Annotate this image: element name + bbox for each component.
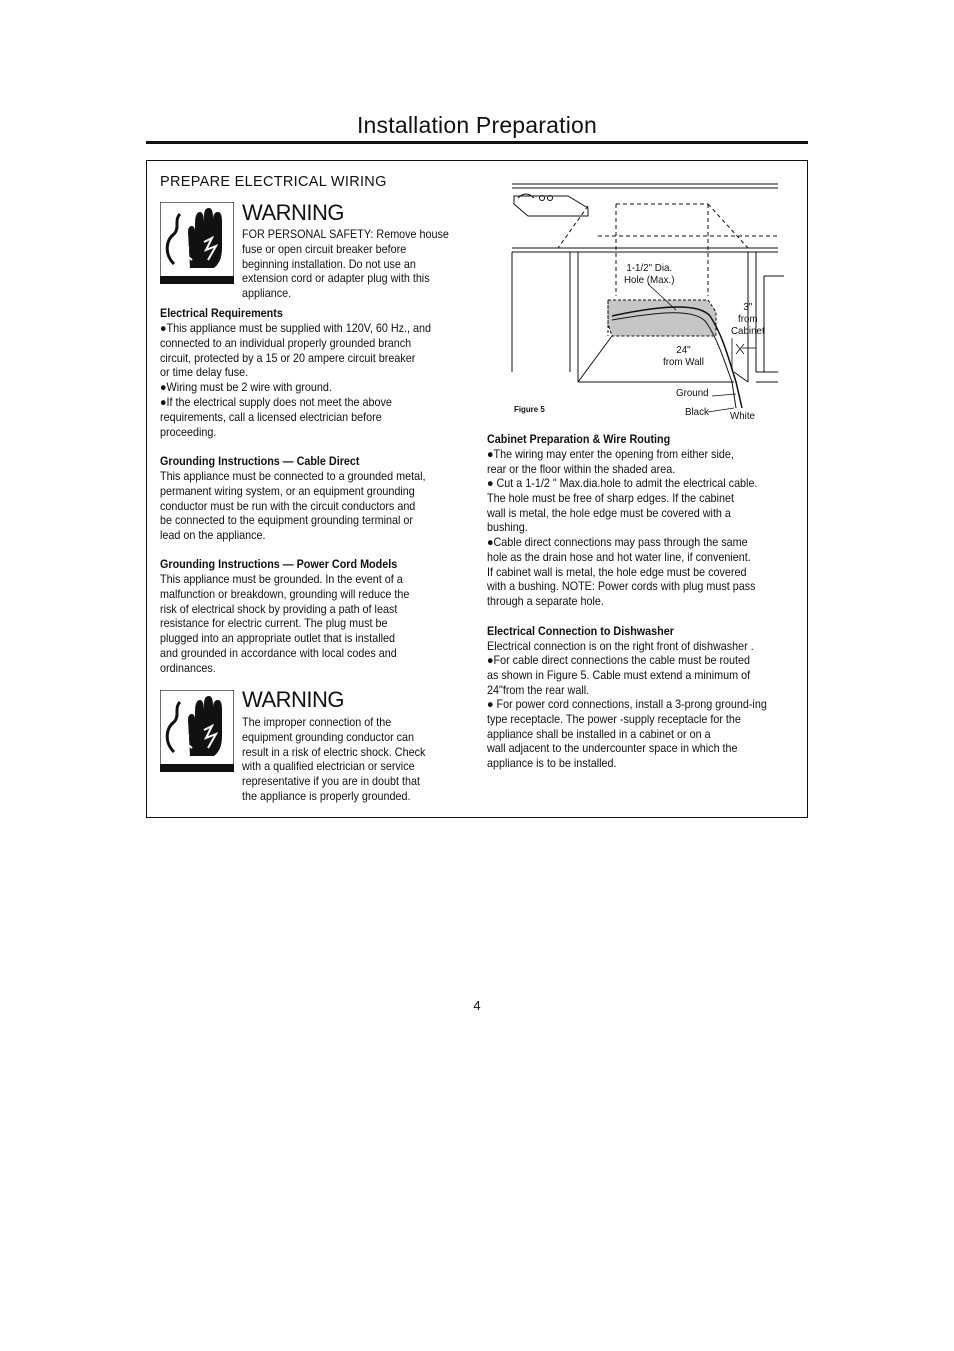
cabinet-prep-item: ●Cable direct connections may pass through the same hole as the drain hose and hot water line, if convenient. If cabinet wall is metal, the hole edge must be covered with a bushing. NOTE: Power cords with plug must pass through a separate hole. [487,536,756,609]
electric-shock-hand-icon [160,690,234,772]
page-title: Installation Preparation [356,112,598,138]
electrical-requirement-item: ●Wiring must be 2 wire with ground. [160,381,332,394]
electrical-connection-intro: Electrical connection is on the right front of dishwasher . [487,640,754,653]
title-rule [146,141,808,144]
wall-distance-label: 24" from Wall [663,344,704,368]
warning-text: The improper connection of the equipment grounding conductor can result in a risk of electric shock. Check with a qualified electrician or service representative if you are in doubt that the appliance is properly grounded. [242,716,426,803]
warning-text: FOR PERSONAL SAFETY: Remove house fuse or open circuit breaker before beginning installation. Do not use an extension cord or adapter plug with this appliance. [242,228,449,301]
section-title: PREPARE ELECTRICAL WIRING [160,174,387,190]
electrical-connection-item: ●For cable direct connections the cable must be routed as shown in Figure 5. Cable must extend a minimum of 24"from the rear wall. [487,654,751,697]
cabinet-prep-item: ●The wiring may enter the opening from either side, rear or the floor within the shaded area. [487,448,734,476]
electrical-requirements-heading: Electrical Requirements [160,307,283,320]
page-number: 4 [473,998,481,1013]
warning-heading: WARNING [242,200,345,225]
ground-wire-label: Ground [676,387,709,399]
figure-caption: Figure 5 [514,404,545,414]
white-wire-label: White [730,410,755,422]
grounding-cord-text: This appliance must be grounded. In the event of a malfunction or breakdown, grounding will reduce the risk of electrical shock by providing a path of least resistance for electric current. The plug must be plugged into an appropriate outlet that is installed and grounded in accordance with local codes and ordinances. [160,573,410,675]
hole-label: 1-1/2" Dia. Hole (Max.) [624,262,675,286]
electrical-requirement-item: ●If the electrical supply does not meet the above requirements, call a licensed electrician before proceeding. [160,396,392,439]
electrical-connection-item: ● For power cord connections, install a 3-prong ground-ing type receptacle. The power -supply receptacle for the appliance shall be installed in a cabinet or on a wall adjacent to the undercounter space in which the appliance is to be installed. [487,698,767,771]
electric-shock-hand-icon [160,202,234,284]
electrical-requirement-item: ●This appliance must be supplied with 120V, 60 Hz., and connected to an individual properly grounded branch circuit, protected by a 15 or 20 ampere circuit breaker or time delay fuse. [160,322,432,380]
cabinet-prep-item: ● Cut a 1-1/2 " Max.dia.hole to admit the electrical cable. The hole must be free of sharp edges. If the cabinet wall is metal, the hole edge must be covered with a bushing. [487,477,758,535]
cabinet-distance-label: 3" from Cabinet [731,301,765,337]
grounding-cable-heading: Grounding Instructions — Cable Direct [160,455,360,468]
electrical-connection-heading: Electrical Connection to Dishwasher [487,625,674,638]
grounding-cable-text: This appliance must be connected to a grounded metal, permanent wiring system, or an equipment grounding conductor must be run with the circuit conductors and be connected to the equipment grounding terminal or lead on the appliance. [160,470,426,543]
grounding-cord-heading: Grounding Instructions — Power Cord Models [160,558,398,571]
black-wire-label: Black [685,406,709,418]
cabinet-prep-heading: Cabinet Preparation & Wire Routing [487,433,671,446]
warning-heading: WARNING [242,687,345,712]
figure-5-diagram [508,176,784,424]
